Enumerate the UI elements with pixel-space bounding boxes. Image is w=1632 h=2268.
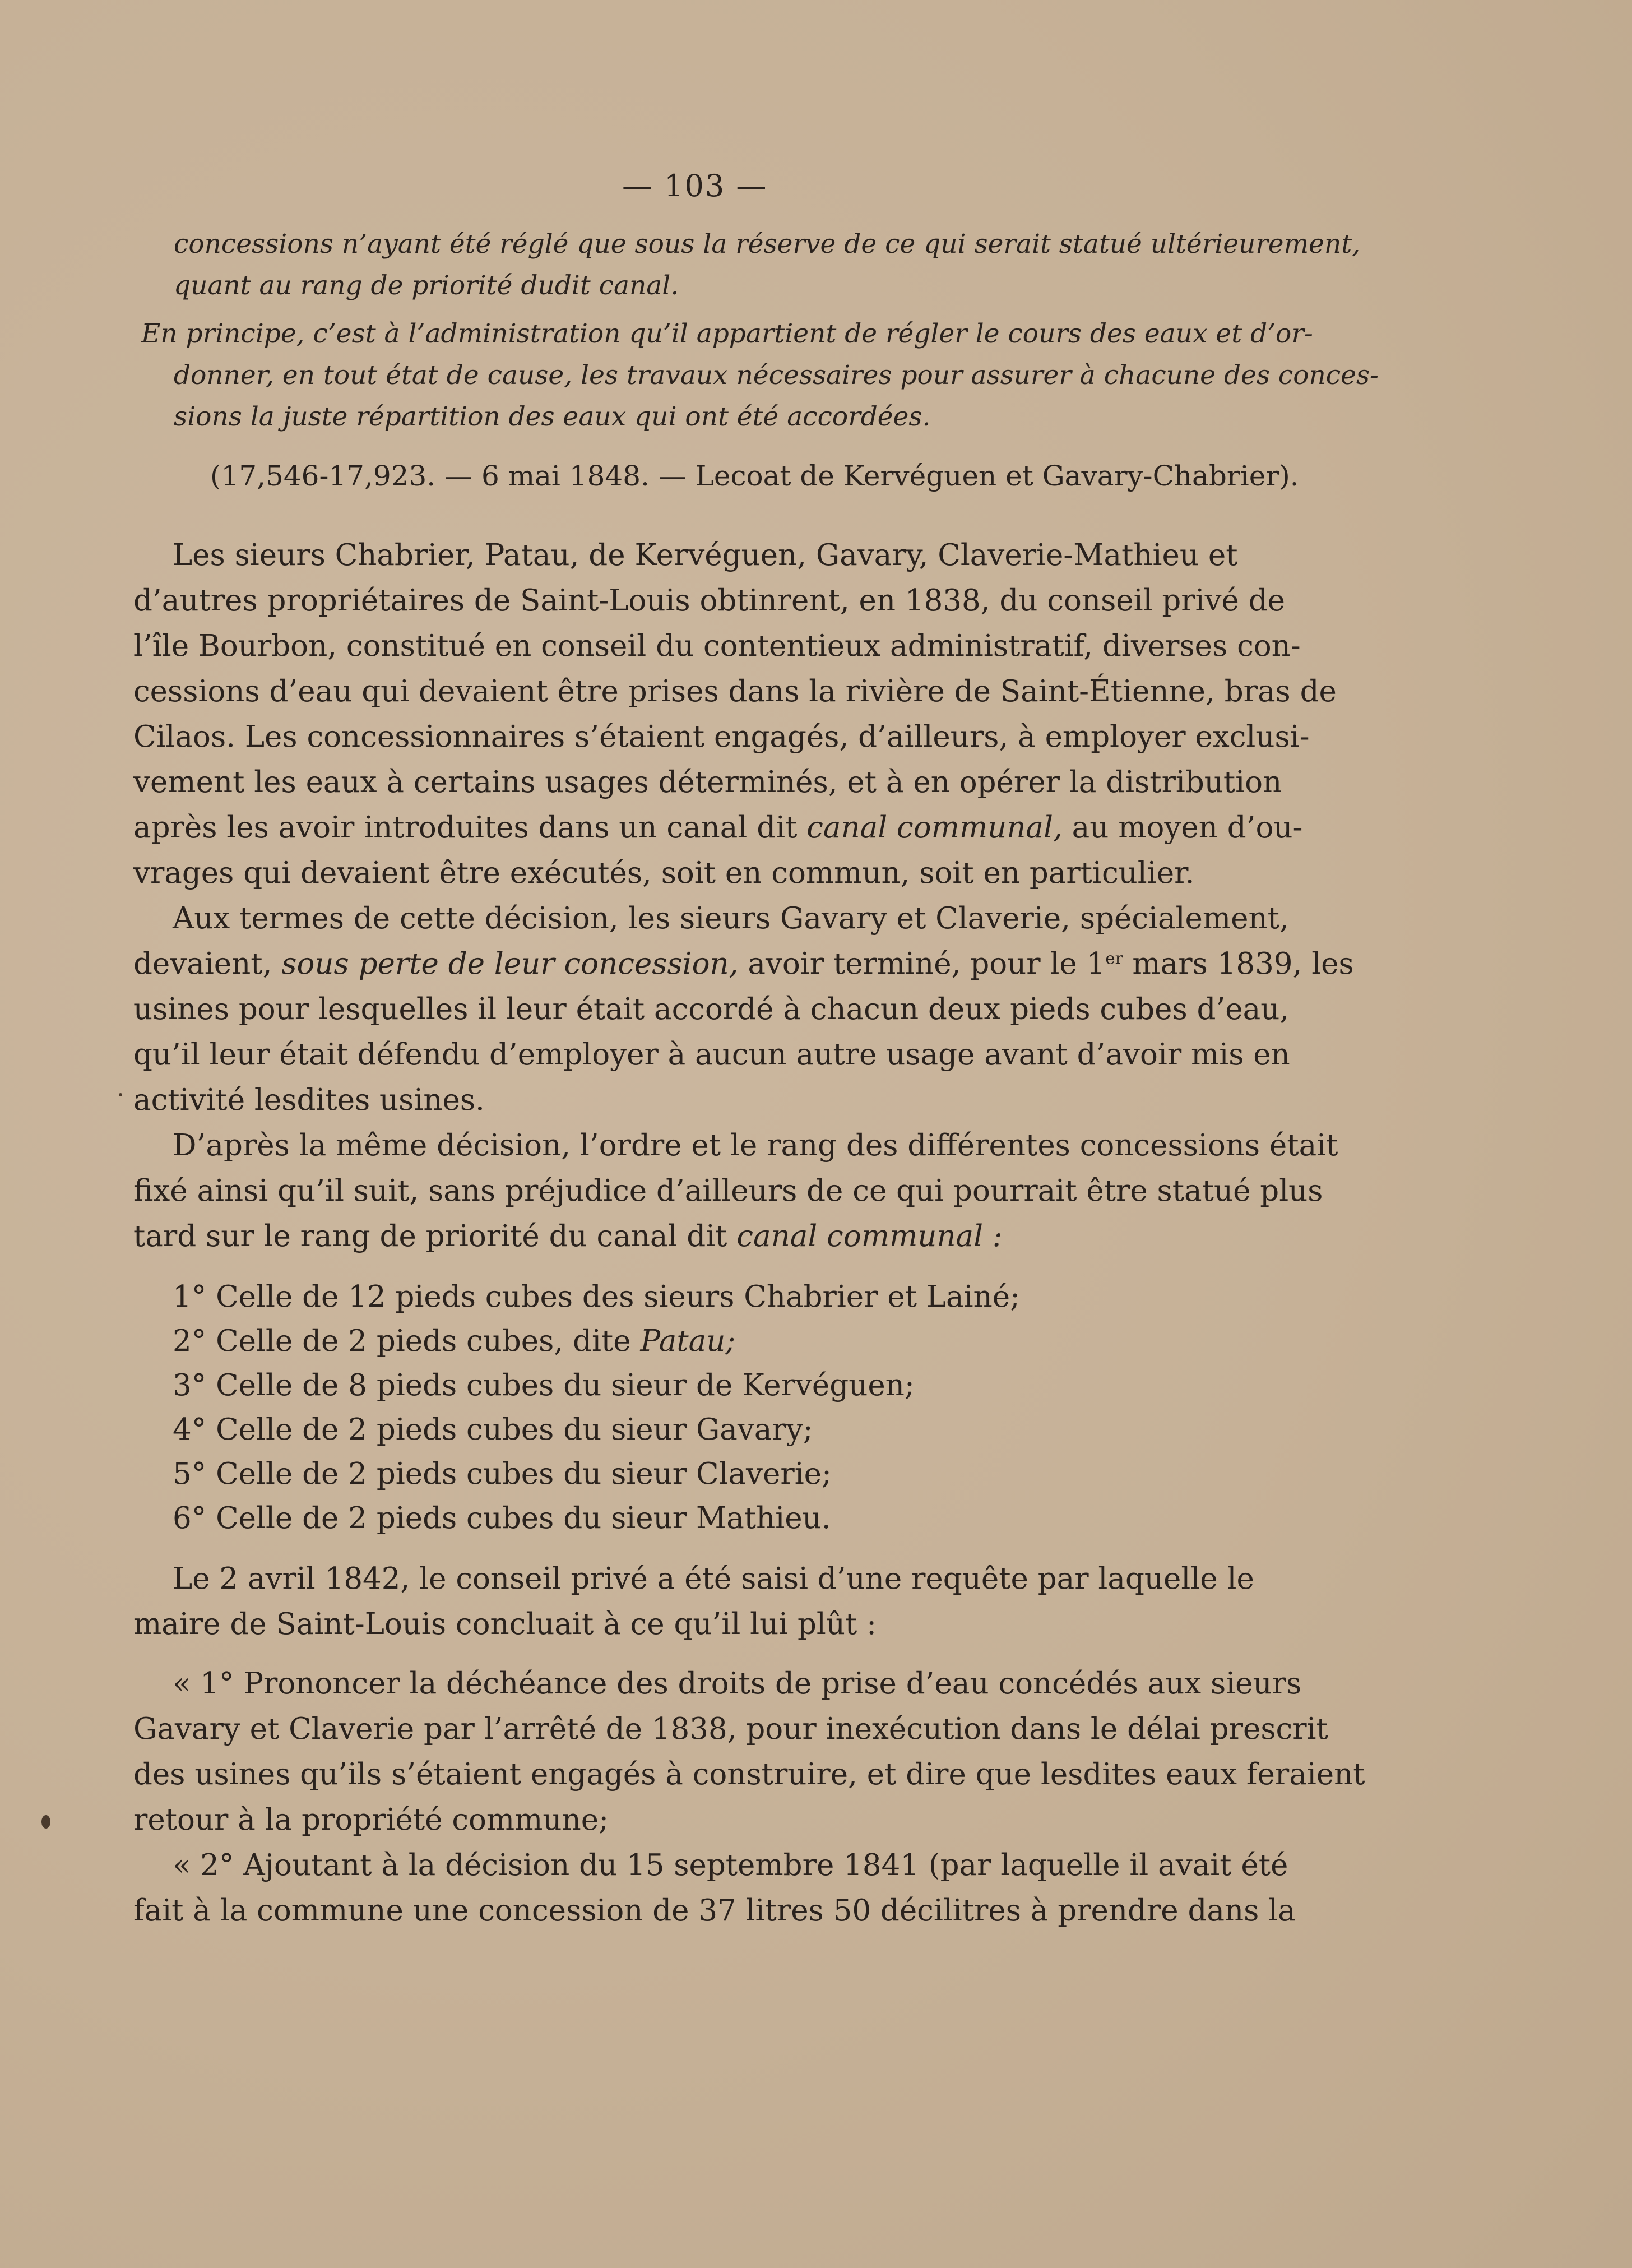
italic-term: canal communal, <box>806 811 1063 845</box>
list-text: Celle de 2 pieds cubes, dite <box>216 1324 641 1358</box>
italic-term: canal communal : <box>736 1219 1003 1253</box>
body-line: « 2° Ajoutant à la décision du 15 septembre 1841 (par laquelle il avait été <box>173 1848 1288 1882</box>
body-text: au moyen d’ou- <box>1062 811 1303 845</box>
body-text: après les avoir introduites dans un canal dit <box>133 811 807 845</box>
page-number: — 103 — <box>622 168 768 203</box>
body-line: des usines qu’ils s’étaient engagés à construire, et dire que lesdites eaux feraient <box>133 1757 1365 1792</box>
body-line: l’île Bourbon, constitué en conseil du contentieux administratif, diverses con- <box>133 629 1301 663</box>
body-text: avoir terminé, pour le 1 <box>738 947 1106 981</box>
ink-spot <box>119 1093 122 1096</box>
body-line: Cilaos. Les concessionnaires s’étaient engagés, d’ailleurs, à employer exclusi- <box>133 720 1310 754</box>
list-text: Celle de 2 pieds cubes du sieur Gavary; <box>216 1413 813 1447</box>
italic-term: sous perte de leur concession, <box>281 947 739 981</box>
body-line: Le 2 avril 1842, le conseil privé a été saisi d’une requête par laquelle le <box>173 1562 1254 1596</box>
body-line: vrages qui devaient être exécutés, soit en commun, soit en particulier. <box>133 856 1195 890</box>
list-number: 1° <box>173 1280 207 1314</box>
body-line: maire de Saint-Louis concluait à ce qu’il lui plût : <box>133 1607 877 1641</box>
body-line: Gavary et Claverie par l’arrêté de 1838, pour inexécution dans le délai prescrit <box>133 1712 1328 1746</box>
superscript: er <box>1105 948 1123 968</box>
body-text: mars 1839, les <box>1123 947 1354 981</box>
body-line: retour à la propriété commune; <box>133 1803 609 1837</box>
case-citation: (17,546-17,923. — 6 mai 1848. — Lecoat de Kervéguen et Gavary-Chabrier). <box>210 460 1299 492</box>
list-item <box>173 1501 831 1535</box>
list-item <box>173 1368 915 1403</box>
list-number: 4° <box>173 1413 207 1447</box>
body-line <box>133 1219 1003 1253</box>
italic-term: Patau; <box>640 1324 736 1358</box>
body-line: qu’il leur était défendu d’employer à aucun autre usage avant d’avoir mis en <box>133 1038 1290 1072</box>
body-text: tard sur le rang de priorité du canal dit <box>133 1219 737 1253</box>
body-text: devaient, <box>133 947 282 981</box>
body-line: vement les eaux à certains usages déterminés, et à en opérer la distribution <box>133 765 1282 799</box>
list-item <box>173 1413 813 1447</box>
list-number: 6° <box>173 1501 207 1535</box>
list-number: 3° <box>173 1368 207 1403</box>
list-item <box>173 1324 735 1358</box>
headnote-line: quant au rang de priorité dudit canal. <box>174 270 679 301</box>
body-line: usines pour lesquelles il leur était accordé à chacun deux pieds cubes d’eau, <box>133 992 1290 1026</box>
headnote-line: concessions n’ayant été réglé que sous la réserve de ce qui serait statué ultérieurement, <box>174 229 1361 260</box>
headnote-line: donner, en tout état de cause, les travaux nécessaires pour assurer à chacune des conces- <box>174 360 1379 391</box>
body-line: Les sieurs Chabrier, Patau, de Kervéguen, Gavary, Claverie-Mathieu et <box>173 538 1238 572</box>
body-line: D’après la même décision, l’ordre et le rang des différentes concessions était <box>173 1128 1338 1163</box>
body-line <box>133 811 1302 845</box>
body-line: fixé ainsi qu’il suit, sans préjudice d’ailleurs de ce qui pourrait être statué plus <box>133 1174 1323 1208</box>
headnote-line: En principe, c’est à l’administration qu’il appartient de régler le cours des eaux et d’or- <box>141 318 1313 349</box>
ink-spot <box>41 1815 50 1829</box>
list-text: Celle de 2 pieds cubes du sieur Mathieu. <box>216 1501 831 1535</box>
list-number: 5° <box>173 1457 207 1491</box>
body-line: cessions d’eau qui devaient être prises dans la rivière de Saint-Étienne, bras de <box>133 674 1337 709</box>
body-line: « 1° Prononcer la déchéance des droits de prise d’eau concédés aux sieurs <box>173 1667 1302 1701</box>
body-line: Aux termes de cette décision, les sieurs Gavary et Claverie, spécialement, <box>173 901 1289 936</box>
list-text: Celle de 2 pieds cubes du sieur Claverie; <box>216 1457 832 1491</box>
list-text: Celle de 12 pieds cubes des sieurs Chabrier et Lainé; <box>216 1280 1020 1314</box>
list-item <box>173 1280 1020 1314</box>
headnote-line: sions la juste répartition des eaux qui ont été accordées. <box>174 401 931 432</box>
body-line: activité lesdites usines. <box>133 1083 485 1117</box>
body-line: fait à la commune une concession de 37 litres 50 décilitres à prendre dans la <box>133 1894 1296 1928</box>
list-item <box>173 1457 832 1491</box>
list-text: Celle de 8 pieds cubes du sieur de Kervéguen; <box>216 1368 915 1403</box>
body-line <box>133 947 1354 981</box>
body-line: d’autres propriétaires de Saint-Louis obtinrent, en 1838, du conseil privé de <box>133 584 1286 618</box>
list-number: 2° <box>173 1324 207 1358</box>
